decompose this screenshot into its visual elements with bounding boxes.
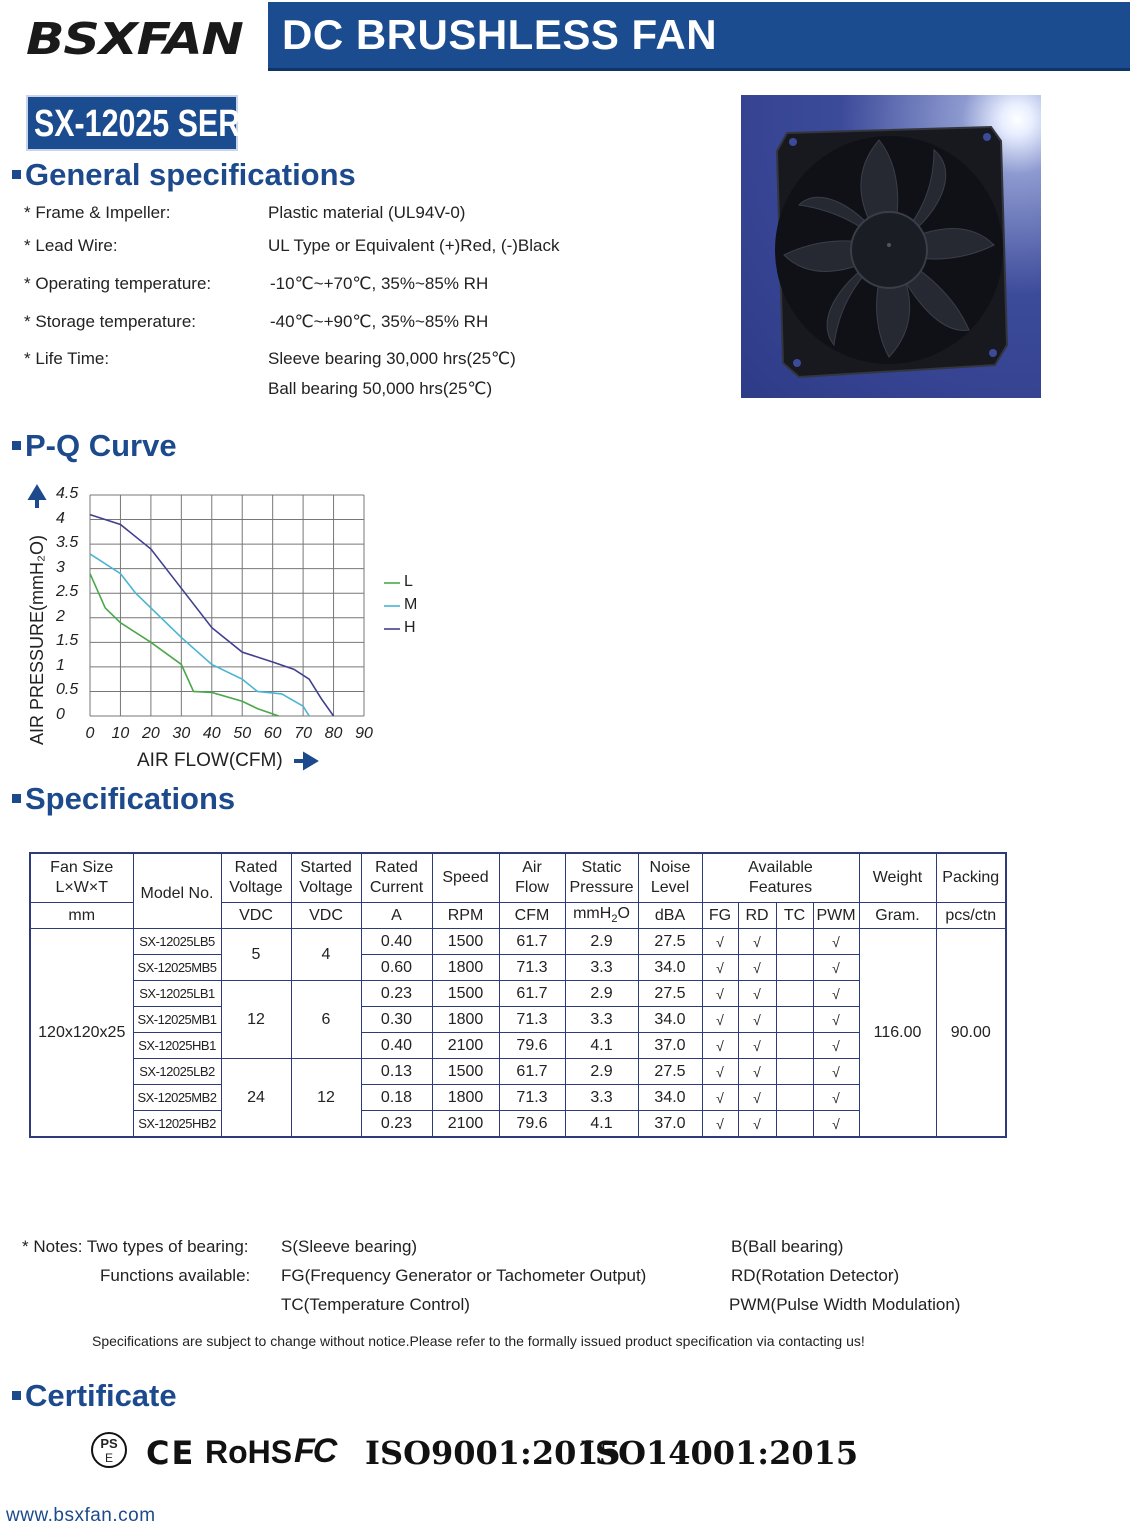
y-tick-label: 2 xyxy=(56,607,65,625)
x-tick-label: 50 xyxy=(233,725,252,742)
pse-mark-icon: PS E xyxy=(91,1432,127,1468)
rd-check: √ xyxy=(738,1059,776,1085)
series-line-L xyxy=(90,574,279,716)
unit-cell: TC xyxy=(776,903,813,929)
speed-cell: 2100 xyxy=(432,1111,499,1138)
notes-label: * Notes: Two types of bearing: xyxy=(22,1237,249,1256)
packing-cell: 90.00 xyxy=(936,929,1006,1138)
x-tick-label: 20 xyxy=(141,725,160,742)
rd-check: √ xyxy=(738,1033,776,1059)
fan-illustration xyxy=(741,95,1041,398)
rd-check: √ xyxy=(738,1085,776,1111)
started-voltage-cell: 6 xyxy=(291,981,361,1059)
square-bullet-icon xyxy=(12,170,21,179)
model-cell: SX-12025LB5 xyxy=(133,929,221,955)
note-sleeve: S(Sleeve bearing) xyxy=(281,1237,418,1256)
unit-cell: FG xyxy=(702,903,738,929)
spec-value: -40℃~+90℃, 35%~85% RH xyxy=(270,312,489,331)
rated-voltage-cell: 5 xyxy=(221,929,291,981)
y-tick-label: 0.5 xyxy=(56,681,79,699)
model-cell: SX-12025HB2 xyxy=(133,1111,221,1138)
pressure-cell: 2.9 xyxy=(565,929,638,955)
specifications-heading: Specifications xyxy=(12,781,235,817)
current-cell: 0.23 xyxy=(361,1111,432,1138)
fg-check: √ xyxy=(702,1085,738,1111)
noise-cell: 34.0 xyxy=(638,1007,702,1033)
square-bullet-icon xyxy=(12,441,21,450)
tc-check xyxy=(776,955,813,981)
ce-mark-icon: CE xyxy=(146,1434,196,1472)
note-tc: TC(Temperature Control) xyxy=(281,1295,470,1314)
col-header-packing: Packing xyxy=(936,853,1006,903)
flow-cell: 61.7 xyxy=(499,981,565,1007)
rd-check: √ xyxy=(738,1111,776,1138)
current-cell: 0.40 xyxy=(361,929,432,955)
speed-cell: 1800 xyxy=(432,1007,499,1033)
legend-label-H: H xyxy=(404,619,416,636)
flow-cell: 61.7 xyxy=(499,929,565,955)
banner-title: DC BRUSHLESS FAN xyxy=(282,11,718,58)
tc-check xyxy=(776,981,813,1007)
x-axis-label: AIR FLOW(CFM) xyxy=(137,750,283,771)
table-header-row xyxy=(30,853,1006,903)
col-header-noise: Noise Level xyxy=(638,853,702,903)
fc-mark-icon: FC xyxy=(294,1432,336,1470)
square-bullet-icon xyxy=(12,1391,21,1400)
model-cell: SX-12025MB5 xyxy=(133,955,221,981)
current-cell: 0.13 xyxy=(361,1059,432,1085)
chart-legend xyxy=(384,583,400,629)
noise-cell: 37.0 xyxy=(638,1033,702,1059)
rohs-mark-icon: RoHS xyxy=(205,1434,293,1470)
spec-value: Plastic material (UL94V-0) xyxy=(268,203,466,222)
col-header-started-voltage: Started Voltage xyxy=(291,853,361,903)
y-tick-label: 1 xyxy=(56,656,65,674)
unit-cell: PWM xyxy=(813,903,859,929)
model-cell: SX-12025LB1 xyxy=(133,981,221,1007)
unit-cell: VDC xyxy=(221,903,291,929)
pressure-cell: 4.1 xyxy=(565,1111,638,1138)
note-rd: RD(Rotation Detector) xyxy=(731,1266,900,1285)
current-cell: 0.60 xyxy=(361,955,432,981)
current-cell: 0.40 xyxy=(361,1033,432,1059)
square-bullet-icon xyxy=(12,794,21,803)
brand-logo: BSXFAN xyxy=(26,14,243,65)
unit-cell: pcs/ctn xyxy=(936,903,1006,929)
model-cell: SX-12025MB2 xyxy=(133,1085,221,1111)
unit-cell: Gram. xyxy=(859,903,936,929)
col-header-speed: Speed xyxy=(432,853,499,903)
noise-cell: 37.0 xyxy=(638,1111,702,1138)
tc-check xyxy=(776,1059,813,1085)
pwm-check: √ xyxy=(813,981,859,1007)
y-tick-label: 2.5 xyxy=(56,583,79,601)
current-cell: 0.23 xyxy=(361,981,432,1007)
x-tick-label: 80 xyxy=(324,725,343,742)
legend-label-L: L xyxy=(404,573,413,590)
fg-check: √ xyxy=(702,955,738,981)
certificate-heading: Certificate xyxy=(12,1378,177,1414)
iso9001-mark: ISO9001:2015 xyxy=(365,1434,621,1472)
model-cell: SX-12025LB2 xyxy=(133,1059,221,1085)
title-banner xyxy=(268,2,1130,71)
flow-cell: 71.3 xyxy=(499,1007,565,1033)
fg-check: √ xyxy=(702,1033,738,1059)
model-cell: SX-12025HB1 xyxy=(133,1033,221,1059)
fg-check: √ xyxy=(702,1111,738,1138)
y-tick-label: 0 xyxy=(56,706,65,723)
spec-label: * Storage temperature: xyxy=(24,312,197,331)
spec-label: * Lead Wire: xyxy=(24,236,118,255)
noise-cell: 27.5 xyxy=(638,929,702,955)
spec-value: -10℃~+70℃, 35%~85% RH xyxy=(270,274,489,293)
pq-curve-heading: P-Q Curve xyxy=(12,428,177,464)
pwm-check: √ xyxy=(813,929,859,955)
col-header-size: Fan Size L×W×T xyxy=(30,853,133,903)
unit-cell: VDC xyxy=(291,903,361,929)
general-spec-heading: General specifications xyxy=(12,157,356,193)
weight-cell: 116.00 xyxy=(859,929,936,1138)
pressure-cell: 3.3 xyxy=(565,955,638,981)
x-tick-label: 90 xyxy=(355,725,373,742)
started-voltage-cell: 4 xyxy=(291,929,361,981)
noise-cell: 34.0 xyxy=(638,955,702,981)
functions-label: Functions available: xyxy=(100,1266,251,1285)
x-tick-label: 0 xyxy=(85,725,95,742)
chart-grid xyxy=(90,495,364,716)
note-pwm: PWM(Pulse Width Modulation) xyxy=(729,1295,961,1314)
current-cell: 0.18 xyxy=(361,1085,432,1111)
col-header-features: Available Features xyxy=(702,853,859,903)
noise-cell: 27.5 xyxy=(638,981,702,1007)
flow-cell: 71.3 xyxy=(499,955,565,981)
tc-check xyxy=(776,1033,813,1059)
col-header-weight: Weight xyxy=(859,853,936,903)
rated-voltage-cell: 24 xyxy=(221,1059,291,1138)
speed-cell: 1800 xyxy=(432,1085,499,1111)
unit-cell: A xyxy=(361,903,432,929)
x-axis-arrow-icon xyxy=(294,755,315,767)
y-tick-label: 4.5 xyxy=(56,485,79,502)
tc-check xyxy=(776,1111,813,1138)
rd-check: √ xyxy=(738,929,776,955)
y-tick-label: 4 xyxy=(56,509,65,527)
series-label: SX-12025 SERIES xyxy=(34,103,290,145)
fan-size-cell: 120x120x25 xyxy=(30,929,133,1138)
speed-cell: 2100 xyxy=(432,1033,499,1059)
current-cell: 0.30 xyxy=(361,1007,432,1033)
spec-value: Sleeve bearing 30,000 hrs(25℃) xyxy=(268,349,516,368)
col-header-model: Model No. xyxy=(133,853,221,929)
col-header-rated-voltage: Rated Voltage xyxy=(221,853,291,903)
x-tick-label: 60 xyxy=(263,725,282,742)
fg-check: √ xyxy=(702,1007,738,1033)
speed-cell: 1500 xyxy=(432,929,499,955)
unit-cell: dBA xyxy=(638,903,702,929)
unit-cell: mmH$_2$O xyxy=(565,903,638,929)
x-tick-label: 30 xyxy=(172,725,191,742)
spec-label: * Life Time: xyxy=(24,349,110,368)
model-cell: SX-12025MB1 xyxy=(133,1007,221,1033)
pwm-check: √ xyxy=(813,1111,859,1138)
rd-check: √ xyxy=(738,955,776,981)
speed-cell: 1500 xyxy=(432,981,499,1007)
noise-cell: 27.5 xyxy=(638,1059,702,1085)
legend-label-M: M xyxy=(404,596,418,613)
rd-check: √ xyxy=(738,1007,776,1033)
flow-cell: 61.7 xyxy=(499,1059,565,1085)
x-tick-label: 40 xyxy=(202,725,221,742)
y-tick-label: 1.5 xyxy=(56,632,79,650)
y-tick-label: 3 xyxy=(56,558,65,576)
pressure-cell: 4.1 xyxy=(565,1033,638,1059)
series-badge xyxy=(26,95,290,151)
started-voltage-cell: 12 xyxy=(291,1059,361,1138)
rated-voltage-cell: 12 xyxy=(221,981,291,1059)
website-link[interactable]: www.bsxfan.com xyxy=(6,1505,156,1526)
fg-check: √ xyxy=(702,981,738,1007)
pressure-cell: 2.9 xyxy=(565,981,638,1007)
disclaimer: Specifications are subject to change without notice.Please refer to the formally issued product specification via contacting us! xyxy=(92,1333,865,1349)
pwm-check: √ xyxy=(813,1007,859,1033)
unit-cell: RPM xyxy=(432,903,499,929)
iso14001-mark: ISO14001:2015 xyxy=(580,1434,859,1472)
pressure-cell: 3.3 xyxy=(565,1085,638,1111)
table-row xyxy=(30,929,1006,955)
x-tick-label: 70 xyxy=(294,725,312,742)
flow-cell: 79.6 xyxy=(499,1111,565,1138)
pwm-check: √ xyxy=(813,955,859,981)
fan-product-image xyxy=(741,95,1041,398)
specifications-table xyxy=(29,852,1007,1138)
unit-cell: CFM xyxy=(499,903,565,929)
col-header-air-flow: Air Flow xyxy=(499,853,565,903)
col-header-rated-current: Rated Current xyxy=(361,853,432,903)
rd-check: √ xyxy=(738,981,776,1007)
unit-cell: RD xyxy=(738,903,776,929)
pressure-cell: 3.3 xyxy=(565,1007,638,1033)
fg-check: √ xyxy=(702,1059,738,1085)
flow-cell: 71.3 xyxy=(499,1085,565,1111)
tc-check xyxy=(776,1007,813,1033)
flow-cell: 79.6 xyxy=(499,1033,565,1059)
spec-label: * Frame & Impeller: xyxy=(24,203,171,222)
noise-cell: 34.0 xyxy=(638,1085,702,1111)
y-axis-arrow-icon xyxy=(31,488,43,508)
pwm-check: √ xyxy=(813,1059,859,1085)
tc-check xyxy=(776,929,813,955)
y-axis-label: AIR PRESSURE(mmH₂O) xyxy=(27,535,47,745)
x-tick-label: 10 xyxy=(111,725,130,742)
tc-check xyxy=(776,1085,813,1111)
pressure-cell: 2.9 xyxy=(565,1059,638,1085)
y-tick-label: 3.5 xyxy=(56,534,79,552)
spec-value: Ball bearing 50,000 hrs(25℃) xyxy=(268,379,493,398)
spec-value: UL Type or Equivalent (+)Red, (-)Black xyxy=(268,236,560,255)
pwm-check: √ xyxy=(813,1085,859,1111)
note-fg: FG(Frequency Generator or Tachometer Output) xyxy=(281,1266,647,1285)
speed-cell: 1500 xyxy=(432,1059,499,1085)
fg-check: √ xyxy=(702,929,738,955)
speed-cell: 1800 xyxy=(432,955,499,981)
pwm-check: √ xyxy=(813,1033,859,1059)
unit-cell: mm xyxy=(30,903,133,929)
spec-label: * Operating temperature: xyxy=(24,274,212,293)
col-header-static-pressure: Static Pressure xyxy=(565,853,638,903)
note-ball: B(Ball bearing) xyxy=(731,1237,844,1256)
